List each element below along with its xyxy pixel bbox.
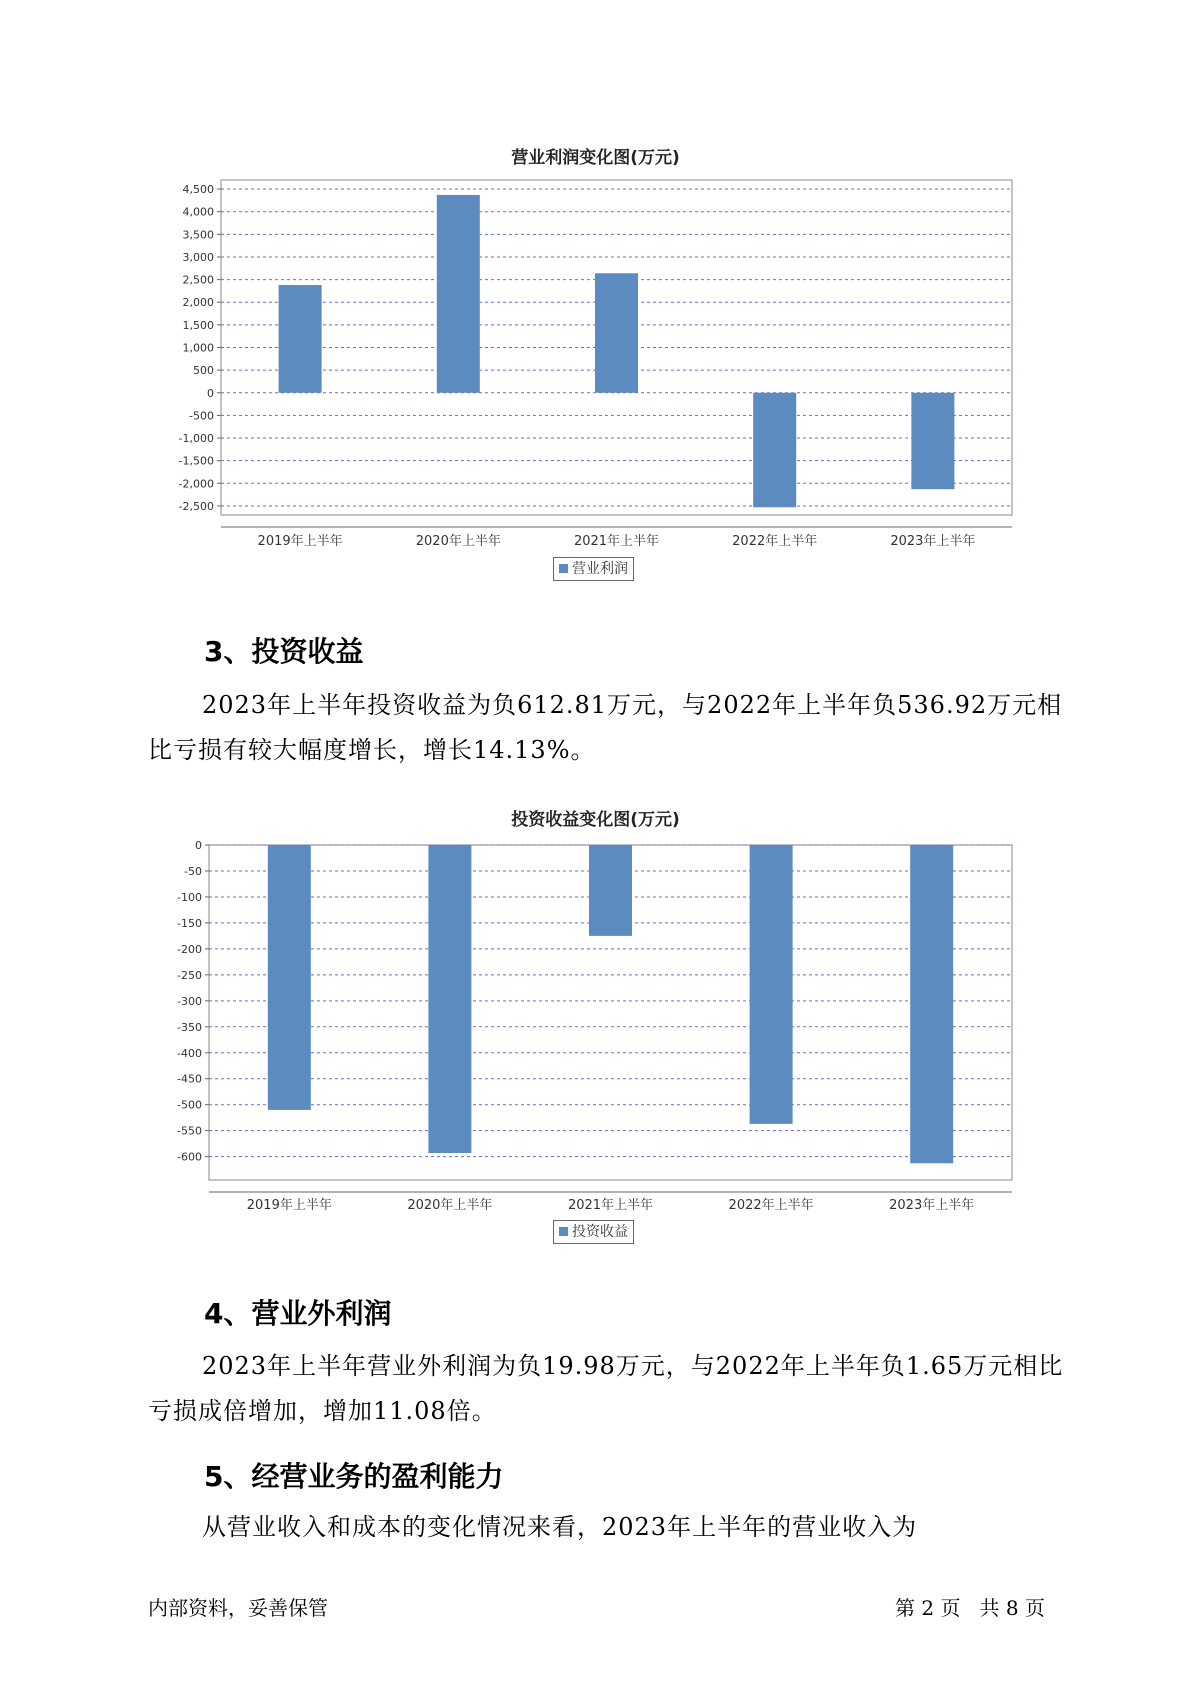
y-tick-label: 3,000 bbox=[182, 250, 214, 264]
bar bbox=[911, 393, 954, 489]
y-tick-label: -2,000 bbox=[178, 477, 214, 491]
section-4-paragraph: 2023年上半年营业外利润为负19.98万元，与2022年上半年负1.65万元相比亏损成倍增加，增加11.08倍。 bbox=[148, 1352, 1064, 1425]
y-tick-label: 1,000 bbox=[182, 341, 214, 355]
y-tick-label: -250 bbox=[177, 968, 202, 982]
y-tick-label: -150 bbox=[177, 916, 202, 930]
chart-1-title: 营业利润变化图(万元) bbox=[511, 148, 680, 168]
y-tick-label: 2,500 bbox=[182, 273, 214, 287]
y-tick-label: 2,000 bbox=[182, 296, 214, 310]
x-tick-label: 2019年上半年 bbox=[246, 1198, 332, 1213]
bar bbox=[595, 273, 638, 393]
legend-swatch bbox=[559, 564, 568, 573]
x-tick-label: 2023年上半年 bbox=[890, 534, 976, 549]
bar bbox=[753, 393, 796, 508]
chart-2-legend bbox=[553, 1220, 634, 1244]
chart-1-legend bbox=[553, 557, 634, 581]
y-tick-label: 3,500 bbox=[182, 228, 214, 242]
x-tick-label: 2022年上半年 bbox=[728, 1198, 814, 1213]
bar bbox=[268, 845, 311, 1110]
x-tick-label: 2021年上半年 bbox=[573, 534, 660, 549]
y-tick-label: 4,500 bbox=[182, 183, 214, 197]
y-tick-label: 0 bbox=[207, 386, 214, 400]
y-tick-label: -200 bbox=[177, 942, 202, 956]
chart-2-legend-label: 投资收益 bbox=[572, 1224, 628, 1240]
y-tick-label: -300 bbox=[177, 994, 202, 1008]
bar bbox=[437, 195, 480, 393]
y-tick-label: -500 bbox=[177, 1098, 202, 1112]
y-tick-label: -550 bbox=[177, 1124, 202, 1138]
y-tick-label: -2,500 bbox=[178, 499, 214, 513]
section-5-heading: 5、经营业务的盈利能力 bbox=[204, 1460, 504, 1493]
investment-income-chart bbox=[0, 835, 1191, 1375]
y-tick-label: 4,000 bbox=[182, 205, 214, 219]
y-tick-label: -1,000 bbox=[178, 432, 214, 446]
chart-1-legend-label: 营业利润 bbox=[572, 561, 628, 577]
bar bbox=[910, 845, 953, 1163]
section-5-paragraph: 从营业收入和成本的变化情况来看，2023年上半年的营业收入为 bbox=[202, 1513, 918, 1541]
bar bbox=[279, 285, 322, 393]
y-tick-label: -1,500 bbox=[178, 454, 214, 468]
x-tick-label: 2019年上半年 bbox=[257, 534, 343, 549]
y-tick-label: -50 bbox=[184, 864, 202, 878]
bar bbox=[428, 845, 471, 1153]
y-tick-label: 0 bbox=[195, 839, 202, 852]
x-tick-label: 2020年上半年 bbox=[407, 1198, 493, 1213]
y-tick-label: -500 bbox=[189, 409, 214, 423]
bar bbox=[750, 845, 793, 1124]
section-4-heading: 4、营业外利润 bbox=[204, 1297, 392, 1330]
bar bbox=[589, 845, 632, 936]
section-3-paragraph: 2023年上半年投资收益为负612.81万元，与2022年上半年负536.92万元相比亏损有较大幅度增长，增长14.13%。 bbox=[148, 691, 1063, 764]
x-tick-label: 2023年上半年 bbox=[889, 1198, 975, 1213]
operating-profit-chart bbox=[0, 170, 1191, 710]
y-tick-label: 500 bbox=[193, 364, 214, 378]
y-tick-label: -350 bbox=[177, 1020, 202, 1034]
y-tick-label: -100 bbox=[177, 890, 202, 904]
y-tick-label: 1,500 bbox=[182, 318, 214, 332]
y-tick-label: -600 bbox=[177, 1150, 202, 1164]
section-3-heading: 3、投资收益 bbox=[204, 635, 364, 668]
footer-page-number: 第 2 页 共 8 页 bbox=[895, 1596, 1045, 1620]
footer-left: 内部资料，妥善保管 bbox=[148, 1596, 328, 1620]
y-tick-label: -400 bbox=[177, 1046, 202, 1060]
x-tick-label: 2021年上半年 bbox=[567, 1198, 654, 1213]
y-tick-label: -450 bbox=[177, 1072, 202, 1086]
chart-2-title: 投资收益变化图(万元) bbox=[511, 810, 680, 830]
x-tick-label: 2022年上半年 bbox=[732, 534, 818, 549]
legend-swatch bbox=[559, 1227, 568, 1236]
x-tick-label: 2020年上半年 bbox=[415, 534, 501, 549]
